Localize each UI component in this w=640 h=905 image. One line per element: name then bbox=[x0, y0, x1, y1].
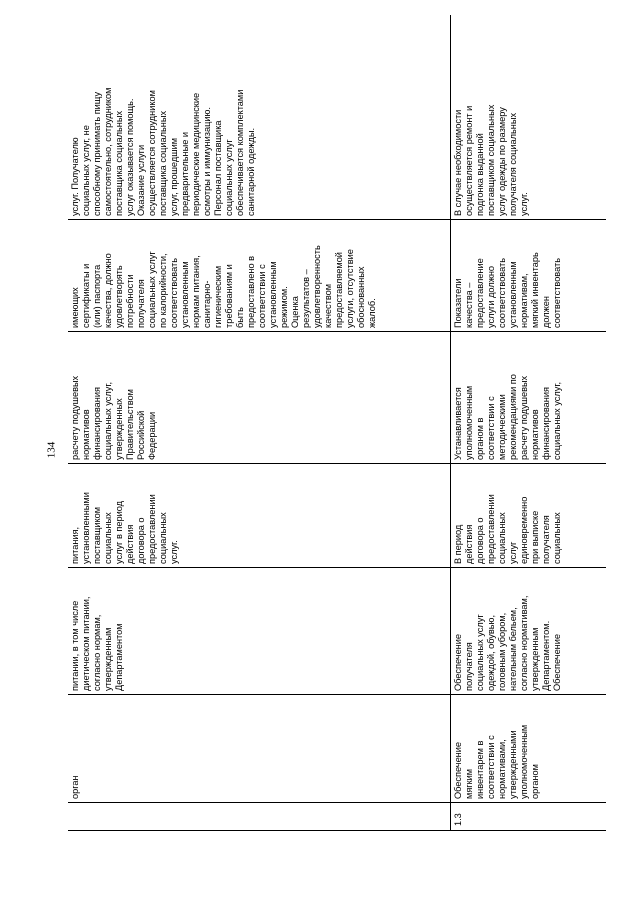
services-table bbox=[68, 15, 606, 831]
cell-quality-indicators: имеющих сертификаты и (или) паспорта качества, должно удовлетворять потребности получателя социальных услуг по калорийности, соответствовать установленным нормам питания, санитарно- гигиеническим требованиям и быть предоставлено в соответствии с установленным режимом. Оценка результатов – удовлетворенность качеством предоставляемой услуги, отсутствие обоснованных жалоб. bbox=[68, 220, 450, 332]
cell-service-conditions: В случае необходимости осуществляется ремонт и подгонка выданной поставщиком социальных услуг одежды по размеру получателя социальных услуг. bbox=[450, 15, 606, 220]
rotated-table-area bbox=[68, 15, 606, 831]
cell-service-term: В период действия договора о предоставлении социальных услуг единовременно при выписке получателя социальных bbox=[450, 464, 606, 568]
cell-service-term: питания, установленными поставщиком социальных услуг в период действия договора о предоставлении социальных услуг. bbox=[68, 464, 450, 568]
cell-quality-indicators: Показатели качества – предоставление услуги должно соответствовать установленным нормативам, мягкий инвентарь должен соответствовать bbox=[450, 220, 606, 332]
cell-service-cost: Устанавливается уполномоченным органом в соответствии с методическими рекомендациями по расчету подушевых нормативов финансирования социальных услуг, bbox=[450, 332, 606, 464]
table-row bbox=[68, 15, 450, 831]
cell-num bbox=[68, 803, 450, 831]
page-number: 134 bbox=[45, 441, 58, 459]
cell-service-content: Обеспечение получателя социальных услуг одеждой, обувью, головным убором, нательным бельем, согласно нормативам, утвержденным Департаментом. Обеспечение bbox=[450, 568, 606, 695]
cell-service-content: питании, в том числе диетическом питании, согласно нормам, утвержденным Департаментом bbox=[68, 568, 450, 695]
cell-num: 1.3 bbox=[450, 803, 606, 831]
cell-service-name: Обеспечение мягким инвентарем в соответствии с нормативами, утвержденными уполномоченным органом bbox=[450, 695, 606, 803]
table-row bbox=[450, 15, 606, 831]
cell-service-name: орган bbox=[68, 695, 450, 803]
cell-service-conditions: услуг. Получателю социальных услуг, не способному принимать пищу самостоятельно, сотрудником поставщика социальных услуг оказывается помощь. Оказание услуги осуществляется сотрудником поставщика социальных услуг, прошедшим предварительные и периодические медицинские осмотры и иммунизацию. Персонал поставщика социальных услуг обеспечивается комплектами санитарной одежды. bbox=[68, 15, 450, 220]
cell-service-cost: расчету подушевых нормативов финансирования социальных услуг, утвержденных Правительством Российской Федерации bbox=[68, 332, 450, 464]
